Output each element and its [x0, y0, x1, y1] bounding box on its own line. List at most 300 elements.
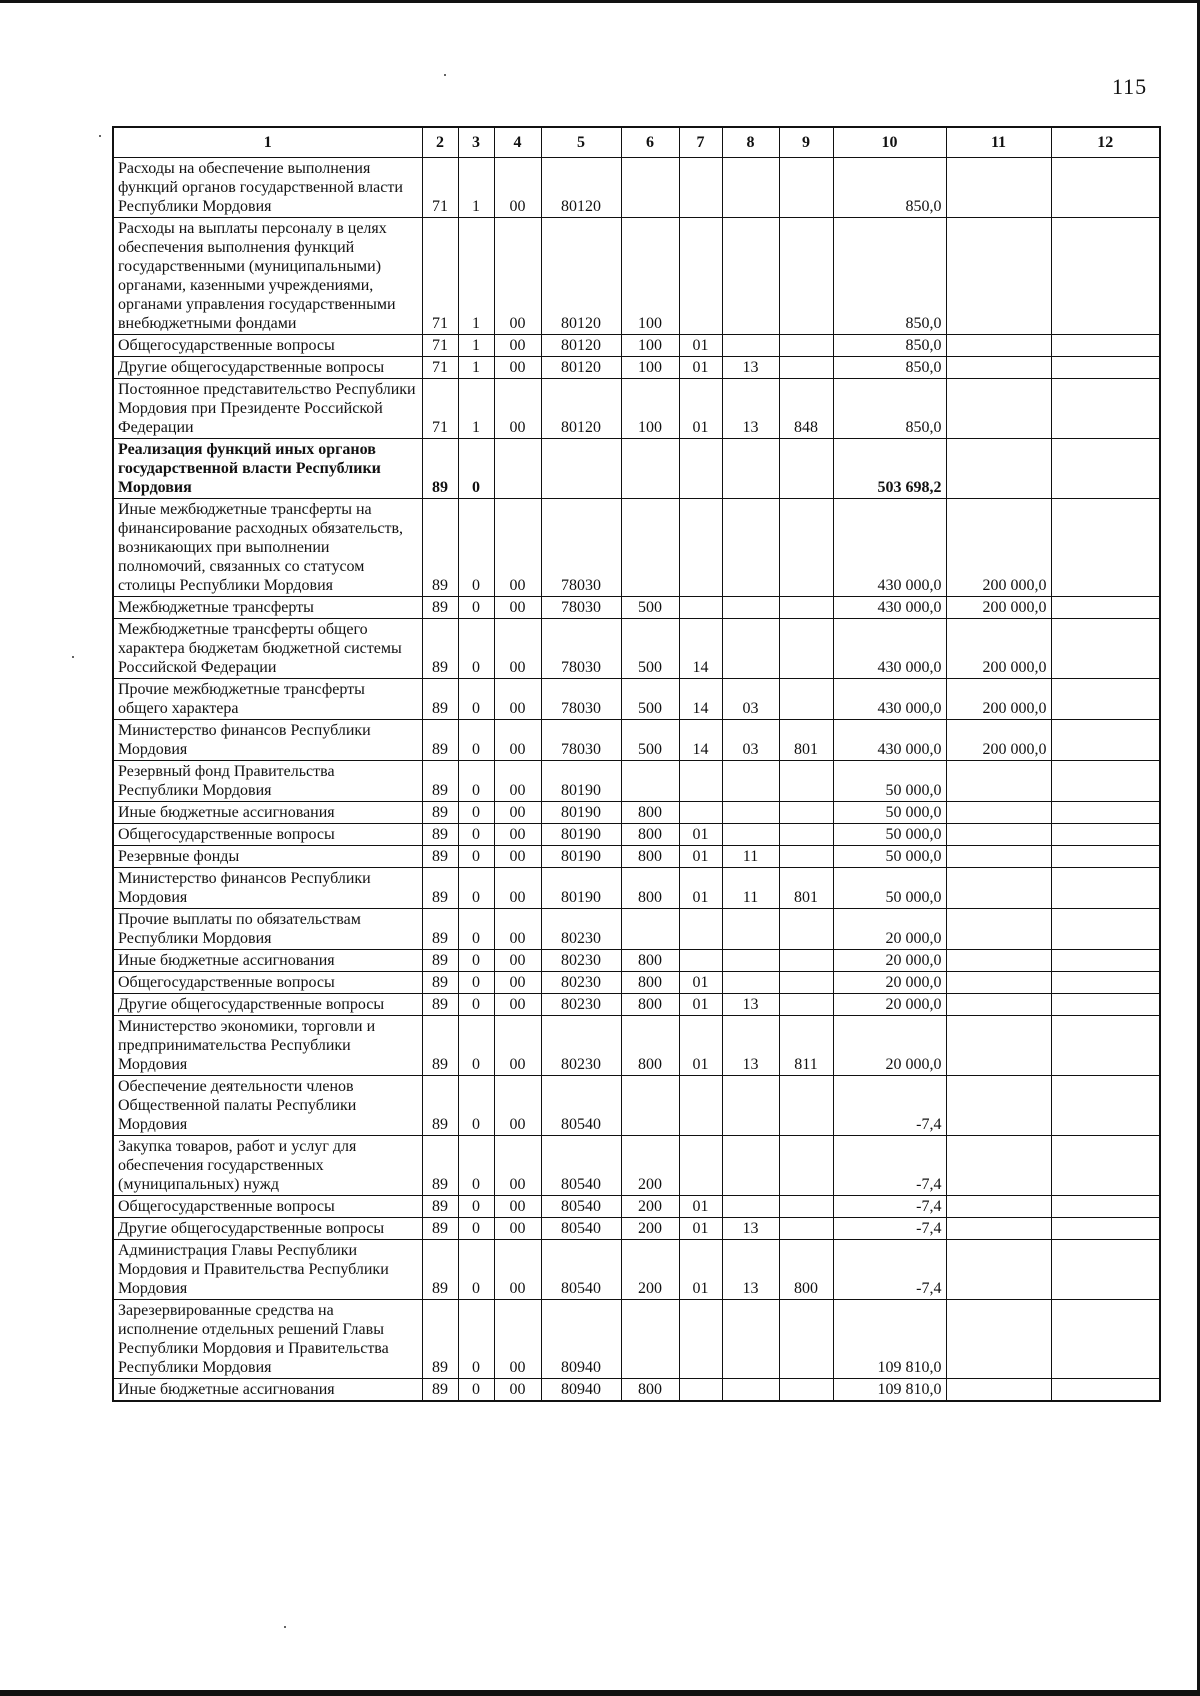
col-header-10: 10 [833, 127, 946, 158]
code-col-7: 01 [679, 1196, 722, 1218]
table-row [113, 1016, 1160, 1076]
row-label: Министерство финансов Республики Мордовия [113, 868, 422, 909]
amount-col-10: 430 000,0 [833, 720, 946, 761]
code-col-7: 01 [679, 1016, 722, 1076]
code-col-2: 89 [422, 972, 458, 994]
code-col-8: 13 [722, 357, 779, 379]
code-col-6: 800 [621, 846, 679, 868]
table-row [113, 994, 1160, 1016]
code-col-9 [779, 1076, 833, 1136]
code-col-6: 800 [621, 950, 679, 972]
code-col-6: 100 [621, 335, 679, 357]
code-col-9 [779, 1136, 833, 1196]
code-col-4: 00 [494, 846, 541, 868]
code-col-6 [621, 761, 679, 802]
code-col-6: 100 [621, 357, 679, 379]
code-col-9: 801 [779, 720, 833, 761]
amount-col-12 [1051, 1136, 1160, 1196]
amount-col-10: 50 000,0 [833, 846, 946, 868]
code-col-8 [722, 1076, 779, 1136]
code-col-2: 89 [422, 868, 458, 909]
code-col-3: 0 [458, 619, 494, 679]
code-col-6: 500 [621, 597, 679, 619]
code-col-7: 01 [679, 824, 722, 846]
amount-col-10: 20 000,0 [833, 1016, 946, 1076]
row-label: Другие общегосударственные вопросы [113, 357, 422, 379]
code-col-2: 71 [422, 158, 458, 218]
amount-col-11 [946, 1196, 1051, 1218]
code-col-6: 800 [621, 972, 679, 994]
code-col-8 [722, 597, 779, 619]
amount-col-11 [946, 824, 1051, 846]
table-body [113, 158, 1160, 1402]
code-col-3: 0 [458, 802, 494, 824]
amount-col-11 [946, 357, 1051, 379]
amount-col-10: -7,4 [833, 1196, 946, 1218]
code-col-8 [722, 1196, 779, 1218]
amount-col-11 [946, 950, 1051, 972]
code-col-4: 00 [494, 824, 541, 846]
code-col-6 [621, 909, 679, 950]
code-col-4: 00 [494, 868, 541, 909]
code-col-7: 14 [679, 720, 722, 761]
code-col-9 [779, 972, 833, 994]
code-col-3: 0 [458, 499, 494, 597]
code-col-6 [621, 158, 679, 218]
row-label: Прочие выплаты по обязательствам Республики Мордовия [113, 909, 422, 950]
row-label: Иные бюджетные ассигнования [113, 802, 422, 824]
amount-col-11 [946, 994, 1051, 1016]
code-col-2: 89 [422, 1196, 458, 1218]
amount-col-11: 200 000,0 [946, 619, 1051, 679]
code-col-3: 0 [458, 824, 494, 846]
code-col-2: 89 [422, 1379, 458, 1402]
code-col-5: 80120 [541, 335, 621, 357]
col-header-4: 4 [494, 127, 541, 158]
amount-col-10: 850,0 [833, 357, 946, 379]
amount-col-10: 109 810,0 [833, 1300, 946, 1379]
table-row [113, 761, 1160, 802]
amount-col-12 [1051, 950, 1160, 972]
code-col-5: 80190 [541, 846, 621, 868]
code-col-7: 14 [679, 619, 722, 679]
amount-col-10: 430 000,0 [833, 597, 946, 619]
code-col-2: 71 [422, 335, 458, 357]
code-col-8: 13 [722, 1218, 779, 1240]
code-col-8: 13 [722, 994, 779, 1016]
code-col-3: 0 [458, 1240, 494, 1300]
code-col-4: 00 [494, 720, 541, 761]
code-col-4: 00 [494, 950, 541, 972]
code-col-3: 1 [458, 158, 494, 218]
code-col-2: 89 [422, 597, 458, 619]
code-col-3: 0 [458, 846, 494, 868]
row-label: Постоянное представительство Республики Мордовия при Президенте Российской Федерации [113, 379, 422, 439]
code-col-2: 89 [422, 1136, 458, 1196]
code-col-5: 80230 [541, 994, 621, 1016]
table-row [113, 802, 1160, 824]
row-label: Закупка товаров, работ и услуг для обеспечения государственных (муниципальных) нужд [113, 1136, 422, 1196]
scan-speck [284, 1626, 286, 1628]
code-col-3: 0 [458, 1379, 494, 1402]
code-col-6 [621, 1300, 679, 1379]
code-col-6: 200 [621, 1136, 679, 1196]
amount-col-12 [1051, 1300, 1160, 1379]
code-col-9 [779, 335, 833, 357]
amount-col-12 [1051, 357, 1160, 379]
code-col-8: 11 [722, 846, 779, 868]
amount-col-11 [946, 218, 1051, 335]
amount-col-11 [946, 1016, 1051, 1076]
code-col-3: 0 [458, 720, 494, 761]
code-col-8 [722, 335, 779, 357]
code-col-5: 80230 [541, 972, 621, 994]
amount-col-12 [1051, 1076, 1160, 1136]
row-label: Общегосударственные вопросы [113, 824, 422, 846]
row-label: Другие общегосударственные вопросы [113, 994, 422, 1016]
row-label: Иные бюджетные ассигнования [113, 1379, 422, 1402]
amount-col-11: 200 000,0 [946, 679, 1051, 720]
amount-col-11 [946, 802, 1051, 824]
table-row [113, 379, 1160, 439]
code-col-5: 78030 [541, 679, 621, 720]
code-col-7: 01 [679, 994, 722, 1016]
code-col-6 [621, 499, 679, 597]
code-col-8: 11 [722, 868, 779, 909]
code-col-8 [722, 218, 779, 335]
table-row [113, 357, 1160, 379]
code-col-7: 01 [679, 1240, 722, 1300]
code-col-2: 71 [422, 379, 458, 439]
amount-col-12 [1051, 994, 1160, 1016]
table-row [113, 619, 1160, 679]
code-col-6: 500 [621, 619, 679, 679]
code-col-3: 0 [458, 1076, 494, 1136]
row-label: Расходы на обеспечение выполнения функций органов государственной власти Республики Мордовия [113, 158, 422, 218]
code-col-4: 00 [494, 335, 541, 357]
code-col-2: 89 [422, 994, 458, 1016]
code-col-9 [779, 218, 833, 335]
code-col-2: 89 [422, 909, 458, 950]
code-col-7: 01 [679, 335, 722, 357]
amount-col-10: 50 000,0 [833, 802, 946, 824]
code-col-7: 01 [679, 357, 722, 379]
code-col-7 [679, 1379, 722, 1402]
code-col-4: 00 [494, 1076, 541, 1136]
code-col-5: 80540 [541, 1218, 621, 1240]
table-row [113, 1136, 1160, 1196]
code-col-6 [621, 1076, 679, 1136]
amount-col-11: 200 000,0 [946, 499, 1051, 597]
code-col-7 [679, 439, 722, 499]
code-col-9: 801 [779, 868, 833, 909]
col-header-6: 6 [621, 127, 679, 158]
amount-col-11 [946, 158, 1051, 218]
code-col-4: 00 [494, 1300, 541, 1379]
code-col-5: 78030 [541, 499, 621, 597]
code-col-2: 89 [422, 1240, 458, 1300]
code-col-8 [722, 802, 779, 824]
scan-border-bottom [0, 1690, 1200, 1696]
code-col-9 [779, 619, 833, 679]
code-col-5: 80190 [541, 868, 621, 909]
amount-col-12 [1051, 1218, 1160, 1240]
code-col-7 [679, 597, 722, 619]
code-col-7: 14 [679, 679, 722, 720]
amount-col-12 [1051, 972, 1160, 994]
table-row [113, 499, 1160, 597]
code-col-5: 80540 [541, 1196, 621, 1218]
amount-col-11 [946, 379, 1051, 439]
amount-col-11 [946, 1379, 1051, 1402]
code-col-3: 0 [458, 761, 494, 802]
code-col-8 [722, 158, 779, 218]
amount-col-11 [946, 846, 1051, 868]
code-col-4: 00 [494, 1196, 541, 1218]
code-col-3: 0 [458, 972, 494, 994]
amount-col-12 [1051, 1196, 1160, 1218]
budget-table [112, 126, 1161, 1402]
table-row [113, 218, 1160, 335]
code-col-9 [779, 158, 833, 218]
code-col-3: 0 [458, 1016, 494, 1076]
amount-col-12 [1051, 802, 1160, 824]
amount-col-10: 20 000,0 [833, 994, 946, 1016]
code-col-9 [779, 824, 833, 846]
row-label: Министерство экономики, торговли и предпринимательства Республики Мордовия [113, 1016, 422, 1076]
code-col-3: 1 [458, 379, 494, 439]
code-col-6: 200 [621, 1240, 679, 1300]
code-col-8 [722, 499, 779, 597]
code-col-3: 0 [458, 1300, 494, 1379]
code-col-7 [679, 802, 722, 824]
code-col-2: 89 [422, 761, 458, 802]
row-label: Межбюджетные трансферты [113, 597, 422, 619]
scan-border-top [0, 0, 1200, 3]
col-header-5: 5 [541, 127, 621, 158]
code-col-9 [779, 950, 833, 972]
code-col-4: 00 [494, 357, 541, 379]
code-col-7 [679, 1136, 722, 1196]
code-col-9: 811 [779, 1016, 833, 1076]
code-col-9: 800 [779, 1240, 833, 1300]
code-col-4 [494, 439, 541, 499]
amount-col-10: -7,4 [833, 1240, 946, 1300]
code-col-9 [779, 357, 833, 379]
code-col-4: 00 [494, 1218, 541, 1240]
amount-col-10: 20 000,0 [833, 950, 946, 972]
code-col-7: 01 [679, 972, 722, 994]
row-label: Зарезервированные средства на исполнение отдельных решений Главы Республики Мордовия и Правительства Республики Мордовия [113, 1300, 422, 1379]
amount-col-10: 850,0 [833, 379, 946, 439]
code-col-9 [779, 1379, 833, 1402]
amount-col-12 [1051, 158, 1160, 218]
code-col-4: 00 [494, 218, 541, 335]
table-row [113, 1076, 1160, 1136]
row-label: Резервные фонды [113, 846, 422, 868]
code-col-7: 01 [679, 1218, 722, 1240]
code-col-8: 03 [722, 679, 779, 720]
amount-col-10: 50 000,0 [833, 761, 946, 802]
code-col-6: 800 [621, 1016, 679, 1076]
code-col-5: 80230 [541, 1016, 621, 1076]
amount-col-11 [946, 761, 1051, 802]
code-col-9 [779, 846, 833, 868]
code-col-7 [679, 158, 722, 218]
code-col-2: 89 [422, 720, 458, 761]
code-col-6: 800 [621, 802, 679, 824]
row-label: Иные межбюджетные трансферты на финансирование расходных обязательств, возникающих при выполнении полномочий, связанных со статусом столицы Республики Мордовия [113, 499, 422, 597]
code-col-3: 0 [458, 909, 494, 950]
code-col-9 [779, 1196, 833, 1218]
code-col-5: 80940 [541, 1300, 621, 1379]
row-label: Министерство финансов Республики Мордовия [113, 720, 422, 761]
code-col-3: 0 [458, 1136, 494, 1196]
amount-col-10: -7,4 [833, 1218, 946, 1240]
col-header-8: 8 [722, 127, 779, 158]
amount-col-12 [1051, 846, 1160, 868]
code-col-7: 01 [679, 868, 722, 909]
code-col-6: 100 [621, 218, 679, 335]
code-col-9 [779, 909, 833, 950]
code-col-4: 00 [494, 1240, 541, 1300]
table-row [113, 335, 1160, 357]
amount-col-10: -7,4 [833, 1136, 946, 1196]
code-col-5: 80190 [541, 802, 621, 824]
col-header-1: 1 [113, 127, 422, 158]
table-row [113, 909, 1160, 950]
amount-col-11 [946, 868, 1051, 909]
table-row [113, 1196, 1160, 1218]
row-label: Прочие межбюджетные трансферты общего характера [113, 679, 422, 720]
table-row [113, 439, 1160, 499]
amount-col-10: -7,4 [833, 1076, 946, 1136]
amount-col-12 [1051, 619, 1160, 679]
code-col-2: 89 [422, 846, 458, 868]
table-row [113, 1300, 1160, 1379]
col-header-3: 3 [458, 127, 494, 158]
code-col-3: 0 [458, 1196, 494, 1218]
code-col-7 [679, 499, 722, 597]
code-col-5: 80190 [541, 761, 621, 802]
table-row [113, 1240, 1160, 1300]
amount-col-11 [946, 1240, 1051, 1300]
amount-col-12 [1051, 679, 1160, 720]
amount-col-10: 503 698,2 [833, 439, 946, 499]
code-col-2: 89 [422, 802, 458, 824]
col-header-11: 11 [946, 127, 1051, 158]
code-col-9 [779, 439, 833, 499]
code-col-4: 00 [494, 972, 541, 994]
table-row [113, 868, 1160, 909]
table-row [113, 846, 1160, 868]
code-col-3: 0 [458, 994, 494, 1016]
code-col-5: 80120 [541, 379, 621, 439]
code-col-4: 00 [494, 679, 541, 720]
code-col-9 [779, 597, 833, 619]
code-col-4: 00 [494, 158, 541, 218]
col-header-12: 12 [1051, 127, 1160, 158]
code-col-4: 00 [494, 619, 541, 679]
code-col-5: 80230 [541, 909, 621, 950]
amount-col-11 [946, 1218, 1051, 1240]
row-label: Другие общегосударственные вопросы [113, 1218, 422, 1240]
code-col-4: 00 [494, 761, 541, 802]
code-col-5: 80230 [541, 950, 621, 972]
code-col-5: 80120 [541, 158, 621, 218]
code-col-6: 100 [621, 379, 679, 439]
scan-speck [444, 74, 446, 76]
amount-col-12 [1051, 218, 1160, 335]
amount-col-10: 850,0 [833, 218, 946, 335]
code-col-6: 500 [621, 679, 679, 720]
code-col-5: 80190 [541, 824, 621, 846]
code-col-6: 500 [621, 720, 679, 761]
code-col-8 [722, 1379, 779, 1402]
code-col-5: 80540 [541, 1240, 621, 1300]
code-col-2: 89 [422, 439, 458, 499]
amount-col-12 [1051, 1240, 1160, 1300]
code-col-9 [779, 679, 833, 720]
amount-col-10: 20 000,0 [833, 972, 946, 994]
code-col-8 [722, 824, 779, 846]
code-col-2: 89 [422, 1016, 458, 1076]
code-col-7 [679, 1076, 722, 1136]
code-col-2: 89 [422, 679, 458, 720]
code-col-8: 13 [722, 379, 779, 439]
table-row [113, 972, 1160, 994]
table-row [113, 597, 1160, 619]
row-label: Администрация Главы Республики Мордовия и Правительства Республики Мордовия [113, 1240, 422, 1300]
table-header-row [113, 127, 1160, 158]
code-col-9: 848 [779, 379, 833, 439]
code-col-7 [679, 1300, 722, 1379]
code-col-2: 89 [422, 619, 458, 679]
col-header-2: 2 [422, 127, 458, 158]
code-col-9 [779, 994, 833, 1016]
code-col-3: 1 [458, 218, 494, 335]
amount-col-12 [1051, 439, 1160, 499]
row-label: Иные бюджетные ассигнования [113, 950, 422, 972]
code-col-7 [679, 761, 722, 802]
row-label: Общегосударственные вопросы [113, 972, 422, 994]
code-col-8 [722, 972, 779, 994]
code-col-2: 89 [422, 1300, 458, 1379]
code-col-8 [722, 1300, 779, 1379]
row-label: Межбюджетные трансферты общего характера бюджетам бюджетной системы Российской Федерации [113, 619, 422, 679]
amount-col-12 [1051, 909, 1160, 950]
code-col-6: 200 [621, 1196, 679, 1218]
code-col-4: 00 [494, 499, 541, 597]
code-col-8 [722, 950, 779, 972]
code-col-2: 71 [422, 357, 458, 379]
table-row [113, 720, 1160, 761]
code-col-4: 00 [494, 994, 541, 1016]
amount-col-12 [1051, 499, 1160, 597]
code-col-6: 800 [621, 824, 679, 846]
code-col-2: 89 [422, 824, 458, 846]
code-col-3: 1 [458, 335, 494, 357]
row-label: Реализация функций иных органов государственной власти Республики Мордовия [113, 439, 422, 499]
code-col-4: 00 [494, 597, 541, 619]
page-number: 115 [1112, 74, 1148, 99]
code-col-5: 78030 [541, 619, 621, 679]
amount-col-10: 850,0 [833, 158, 946, 218]
code-col-3: 0 [458, 439, 494, 499]
row-label: Обеспечение деятельности членов Общественной палаты Республики Мордовия [113, 1076, 422, 1136]
code-col-5: 80940 [541, 1379, 621, 1402]
col-header-9: 9 [779, 127, 833, 158]
